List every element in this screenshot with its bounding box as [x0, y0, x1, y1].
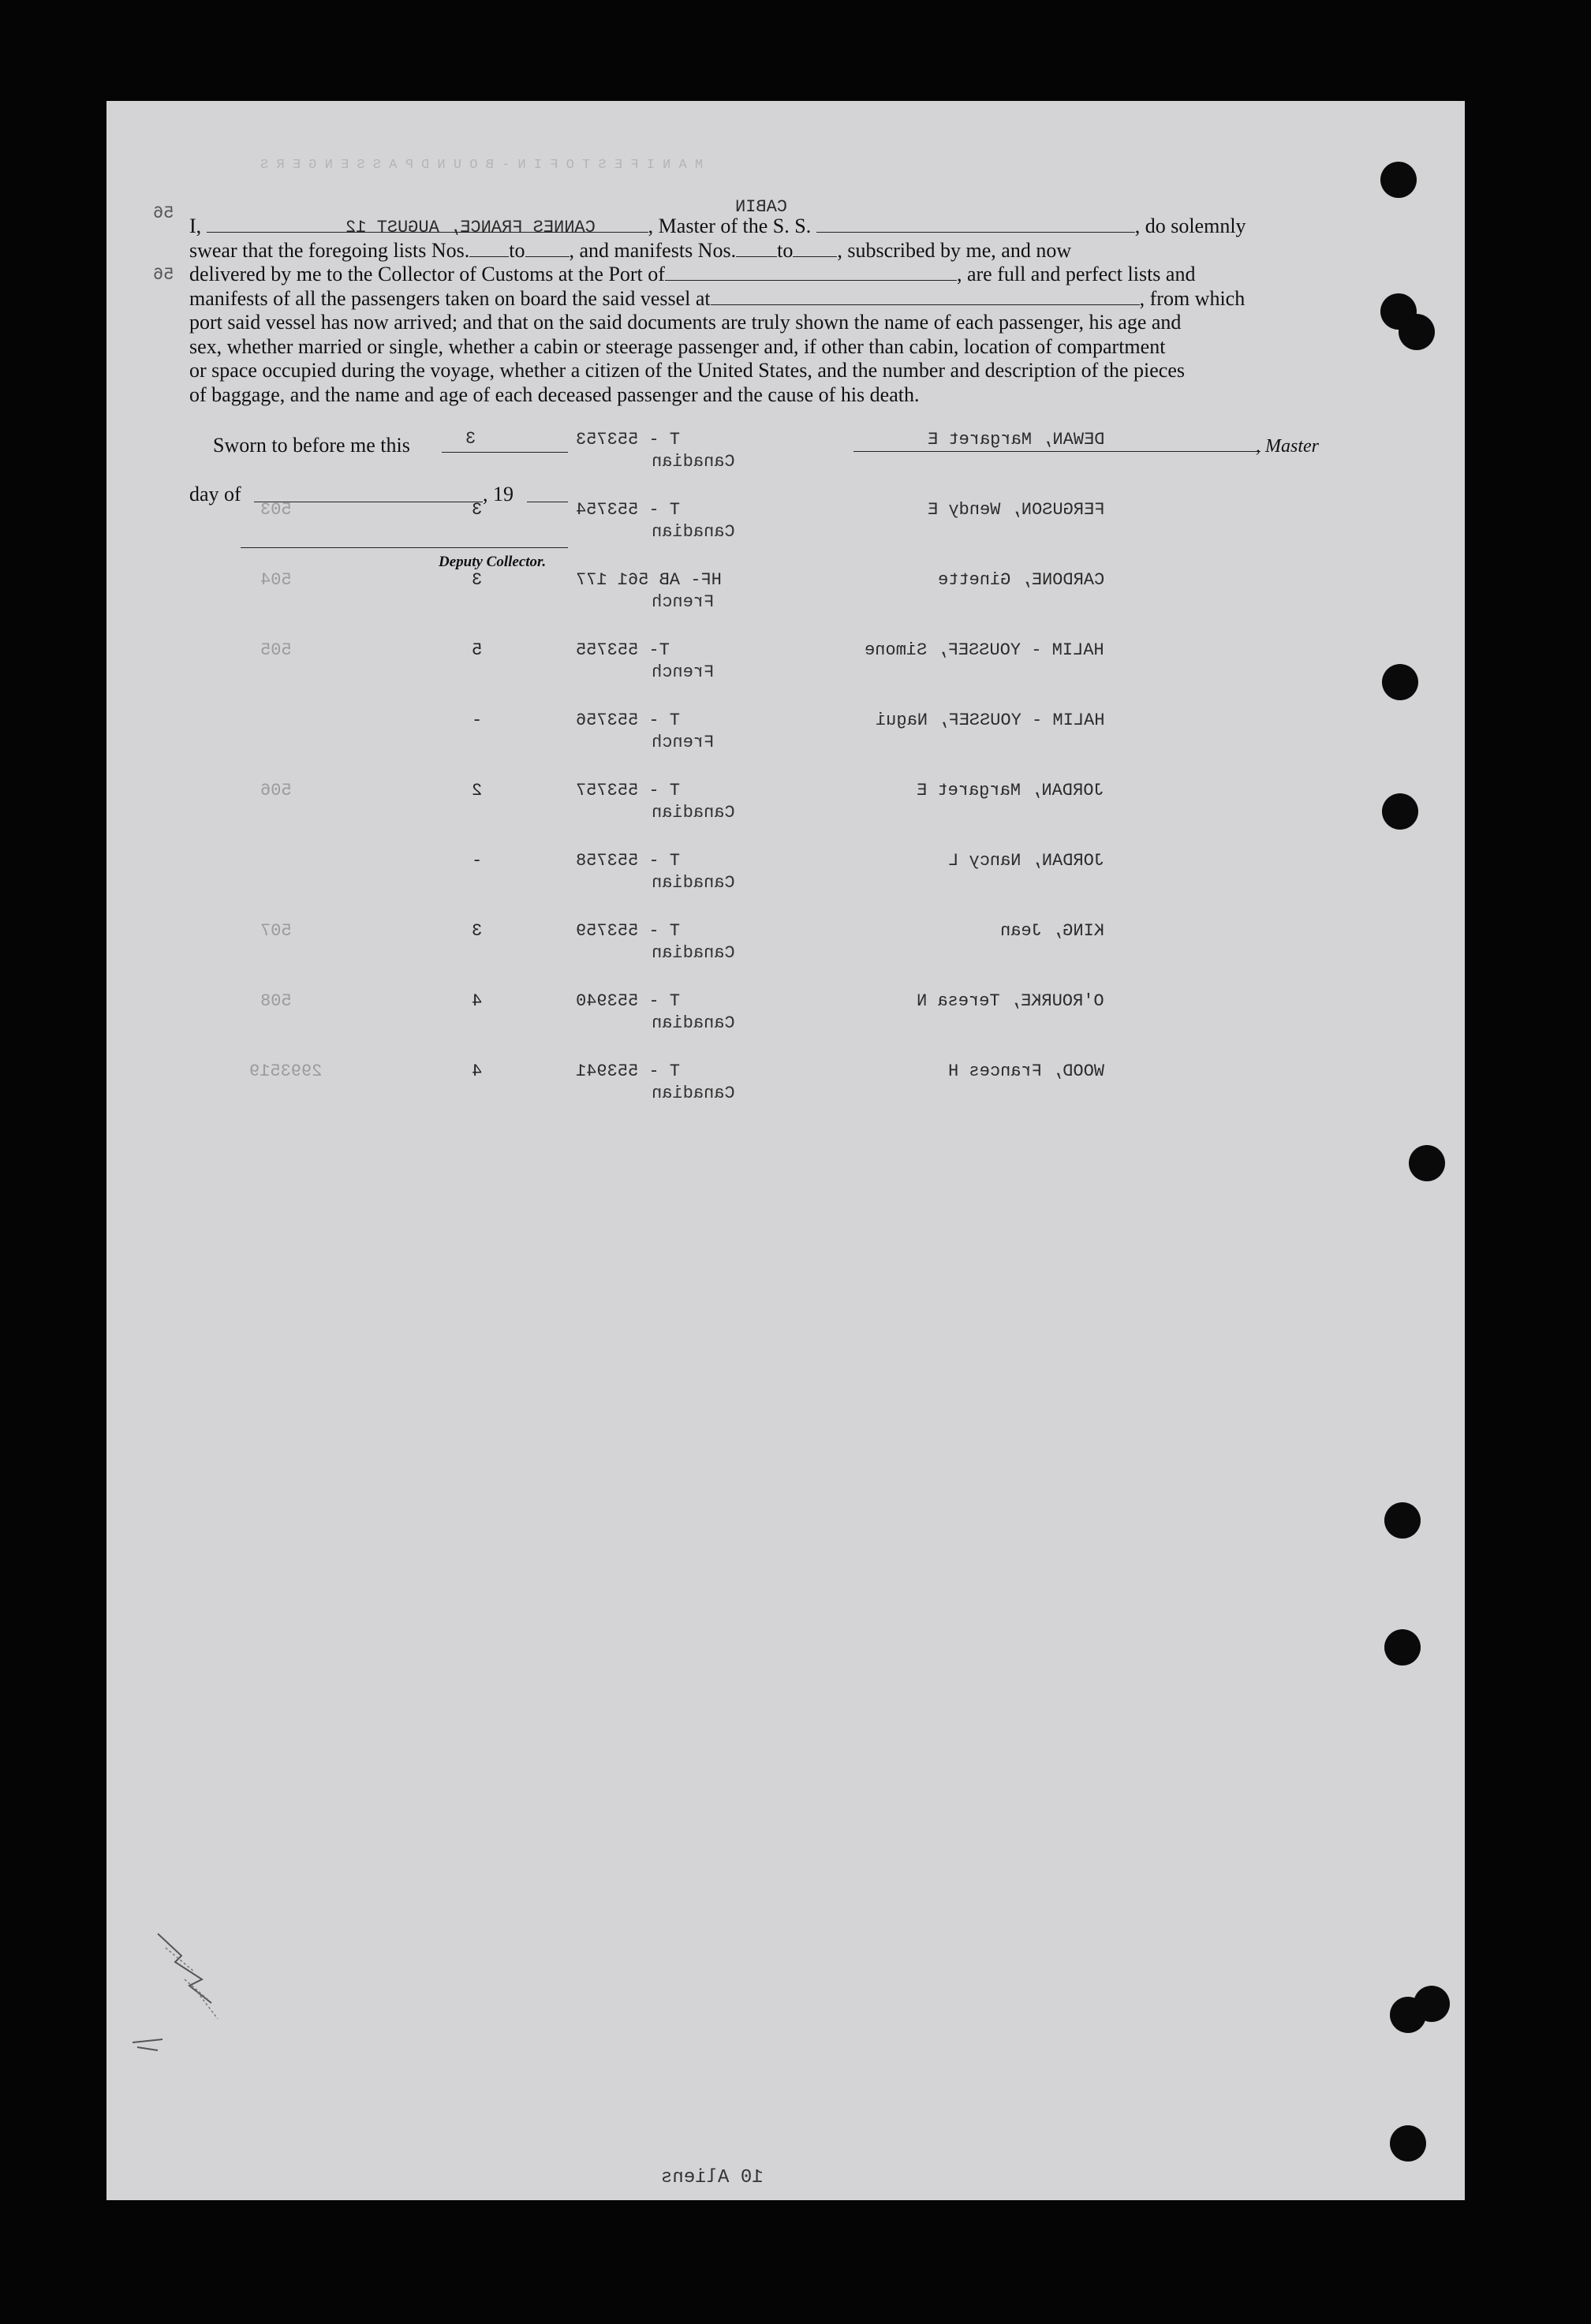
master-label: , Master: [1256, 436, 1319, 457]
passenger-count: 4: [472, 991, 483, 1011]
passenger-nationality: French: [652, 733, 715, 752]
passenger-count: 3: [472, 500, 483, 520]
passenger-count: 5: [472, 640, 483, 660]
passenger-id: T - 553759: [576, 921, 681, 941]
binder-hole: [1384, 1629, 1421, 1666]
passenger-count: 3: [472, 570, 483, 590]
margin-number: 56: [153, 265, 174, 285]
passenger-count: 3: [472, 921, 483, 941]
oath-line-3: delivered by me to the Collector of Customs at the Port of , are full and perfect lists and: [189, 263, 1196, 285]
passenger-name: CARDONE, Ginette: [937, 570, 1104, 590]
ghost-header: M A N I F E S T O F I N - B O U N D P A S S E N G E R S: [260, 158, 704, 173]
passenger-id: HF- AB 561 177: [576, 570, 722, 590]
passenger-ghost-number: 2993519: [249, 1061, 323, 1081]
binder-hole: [1384, 1502, 1421, 1539]
passenger-nationality: French: [652, 592, 715, 612]
day-of-label: day of: [189, 483, 241, 505]
passenger-nationality: Canadian: [652, 452, 735, 472]
binder-hole: [1390, 2125, 1426, 2162]
passenger-name: KING, Jean: [999, 921, 1104, 941]
oath-line-7: or space occupied during the voyage, whether a citizen of the United States, and the number and description of the pieces: [189, 359, 1186, 382]
passenger-nationality: Canadian: [652, 1084, 735, 1103]
passenger-ghost-number: 503: [260, 500, 292, 520]
year-prefix: , 19: [483, 483, 514, 505]
passenger-id: T - 553753: [576, 430, 681, 450]
passenger-name: WOOD, Frances H: [947, 1061, 1104, 1081]
manifest-page: [106, 101, 1465, 2200]
sworn-label: Sworn to before me this: [213, 434, 410, 457]
master-name-blank: [207, 216, 648, 233]
vessel-name-blank: [816, 216, 1135, 233]
passenger-nationality: French: [652, 662, 715, 682]
passenger-name: DEWAN, Margaret E: [927, 430, 1104, 450]
passenger-nationality: Canadian: [652, 943, 735, 963]
passenger-ghost-number: 508: [260, 991, 292, 1011]
margin-scribble: [126, 1924, 237, 2058]
aliens-total: 10 Aliens: [661, 2167, 764, 2188]
deputy-collector-label: Deputy Collector.: [439, 554, 547, 570]
passenger-name: HALIM - YOUSSEF, Nagui: [875, 711, 1104, 730]
deputy-signature-line: [241, 547, 568, 548]
passenger-nationality: Canadian: [652, 803, 735, 823]
oath-line-4: manifests of all the passengers taken on board the said vessel at , from which: [189, 286, 1246, 310]
binder-hole: [1382, 664, 1418, 700]
passenger-count: 2: [472, 781, 483, 800]
passenger-ghost-number: 507: [260, 921, 292, 941]
oath-paragraph: [189, 214, 1331, 407]
passenger-name: JORDAN, Nancy L: [947, 851, 1104, 871]
passenger-id: T - 553941: [576, 1061, 681, 1081]
master-signature-line: [853, 451, 1260, 452]
sworn-day-value: 3: [465, 429, 476, 449]
passenger-name: FERGUSON, Wendy E: [927, 500, 1104, 520]
oath-line-5: port said vessel has now arrived; and that on the said documents are truly shown the name of each passenger, his age and: [189, 311, 1182, 334]
oath-line-2: swear that the foregoing lists Nos. to , and manifests Nos. to , subscribed by me, and now: [189, 238, 1072, 262]
passenger-count: -: [472, 851, 483, 871]
margin-number: 56: [153, 203, 174, 223]
oath-line-1: I, , Master of the S. S. , do solemnly: [189, 214, 1246, 237]
passenger-count: 4: [472, 1061, 483, 1081]
passenger-id: T - 553756: [576, 711, 681, 730]
oath-line-8: of baggage, and the name and age of each deceased passenger and the cause of his death.: [189, 382, 920, 406]
typed-vessel-date: CANNES FRANCE, AUGUST 12: [345, 218, 596, 237]
passenger-count: -: [472, 711, 483, 730]
passenger-id: T- 553755: [576, 640, 670, 660]
passenger-nationality: Canadian: [652, 522, 735, 542]
passenger-ghost-number: 506: [260, 781, 292, 800]
passenger-ghost-number: 505: [260, 640, 292, 660]
passenger-name: JORDAN, Margaret E: [917, 781, 1104, 800]
binder-hole: [1382, 793, 1418, 830]
passenger-id: T - 553757: [576, 781, 681, 800]
passenger-nationality: Canadian: [652, 873, 735, 893]
passenger-name: HALIM - YOUSSEF, Simone: [865, 640, 1104, 660]
passenger-name: O'ROURKE, Teresa N: [917, 991, 1104, 1011]
binder-hole: [1380, 162, 1417, 198]
passenger-id: T - 553758: [576, 851, 681, 871]
typed-cabin: CABIN: [735, 197, 788, 217]
passenger-id: T - 553940: [576, 991, 681, 1011]
binder-hole: [1414, 1986, 1450, 2022]
binder-hole: [1409, 1145, 1445, 1181]
oath-line-6: sex, whether married or single, whether a cabin or steerage passenger and, if other than cabin, location of compartment: [189, 334, 1166, 358]
passenger-nationality: Canadian: [652, 1013, 735, 1033]
passenger-id: T - 553754: [576, 500, 681, 520]
sworn-day-line: [442, 452, 568, 453]
binder-hole: [1399, 314, 1435, 350]
passenger-ghost-number: 504: [260, 570, 292, 590]
